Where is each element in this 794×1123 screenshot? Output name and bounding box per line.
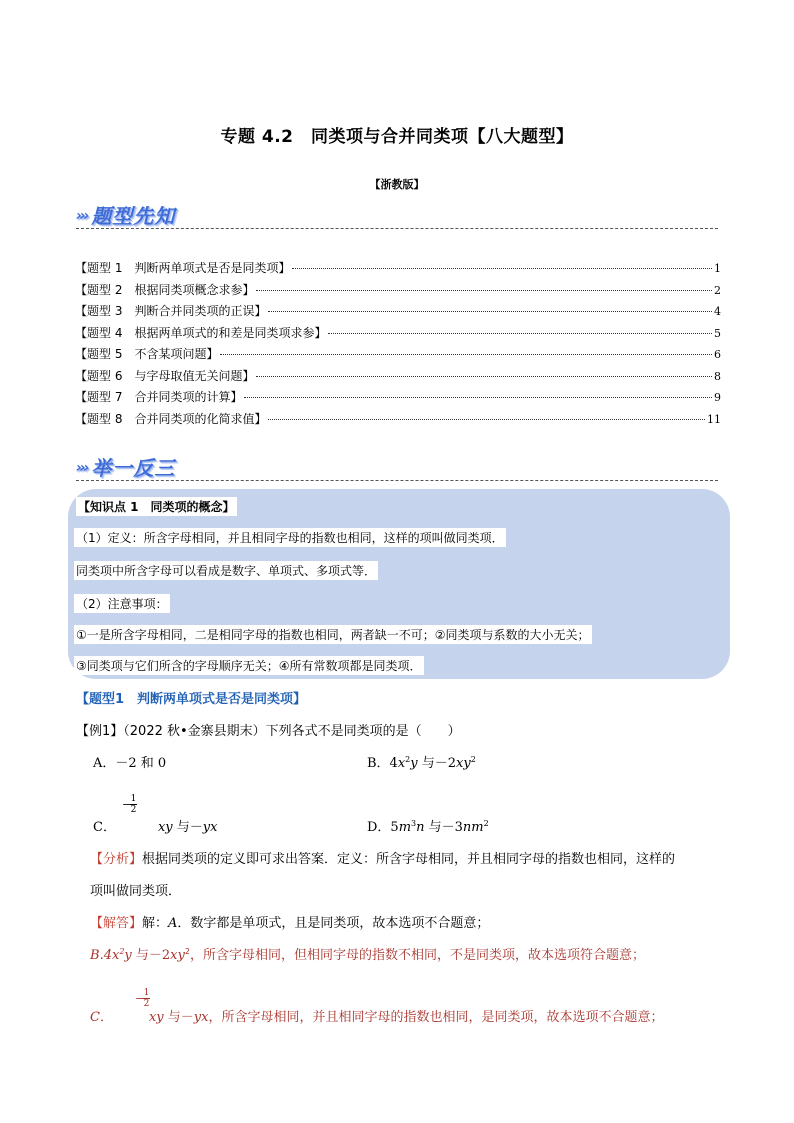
toc-item[interactable]: 【题型 2 根据同类项概念求参】 2 [75, 282, 721, 297]
section-divider [76, 480, 718, 481]
document-title: 专题 4.2 同类项与合并同类项【八大题型】 [220, 127, 574, 147]
fraction-minus-half: − 1 2 [122, 794, 137, 815]
tixing-heading: 【题型1 判断两单项式是否是同类项】 [76, 692, 307, 707]
knowledge-line: （1）定义：所含字母相同，并且相同字母的指数也相同，这样的项叫做同类项． [74, 528, 506, 547]
section-divider [76, 228, 718, 229]
knowledge-line: ①一是所含字母相同，二是相同字母的指数也相同，两者缺一不可；②同类项与系数的大小无关； [74, 625, 592, 644]
knowledge-line: （2）注意事项： [74, 594, 170, 613]
section-header-overview [76, 200, 175, 230]
option-b[interactable]: B．$4x^2y$ 与$-2xy^2$ [367, 755, 476, 771]
toc-item[interactable]: 【题型 7 合并同类项的计算】 9 [75, 390, 721, 404]
section-title-examples: 举一反三 [91, 456, 176, 480]
section-title-overview: 题型先知 [91, 204, 176, 228]
toc-item[interactable]: 【题型 1 判断两单项式是否是同类项】 1 [75, 261, 721, 275]
toc-item[interactable]: 【题型 5 不含某项问题】 6 [75, 347, 721, 361]
example-question: 【例1】（2022 秋•金寨县期末）下列各式不是同类项的是（ ） [76, 724, 461, 739]
toc-item[interactable]: 【题型 8 合并同类项的化简求值】 11 [75, 411, 721, 426]
answer-line: 【解答】解：A．数字都是单项式，且是同类项，故本选项不合题意； [90, 916, 490, 931]
analysis-line: 项叫做同类项． [90, 884, 182, 899]
knowledge-line: ③同类项与它们所含的字母顺序无关；④所有常数项都是同类项． [74, 656, 424, 675]
answer-line: C． xy 与－yx，所含字母相同，并且相同字母的指数也相同，是同类项，故本选项不合题意； [90, 1010, 664, 1025]
toc-item[interactable]: 【题型 4 根据两单项式的和差是同类项求参】 5 [75, 325, 721, 340]
section-header-examples [76, 452, 175, 482]
knowledge-line: 同类项中所含字母可以看成是数字、单项式、多项式等． [74, 561, 378, 580]
toc-item[interactable]: 【题型 6 与字母取值无关问题】 8 [75, 368, 721, 383]
arrows-icon: ››› [76, 208, 88, 224]
option-c[interactable]: C． xy 与－yx [93, 820, 218, 835]
option-d[interactable]: D．$5m^3n$ 与$-3nm^2$ [367, 819, 489, 835]
fraction-minus-half: − 1 2 [135, 988, 150, 1009]
knowledge-box [68, 489, 730, 679]
toc-item[interactable]: 【题型 3 判断合并同类项的正误】 4 [75, 304, 721, 318]
option-a[interactable]: A．－2 和 0 [93, 756, 167, 771]
table-of-contents [75, 259, 721, 431]
answer-line: $B.4x^2y$ 与$-2xy^2$，所含字母相同，但相同字母的指数不相同，不是同类项，故本选项符合题意； [90, 947, 645, 963]
analysis-line: 【分析】根据同类项的定义即可求出答案．定义：所含字母相同，并且相同字母的指数也相同，这样的 [90, 852, 676, 867]
arrows-icon: ››› [76, 460, 88, 476]
edition-label: 【浙教版】 [369, 178, 425, 191]
knowledge-heading: 【知识点 1 同类项的概念】 [76, 497, 237, 516]
